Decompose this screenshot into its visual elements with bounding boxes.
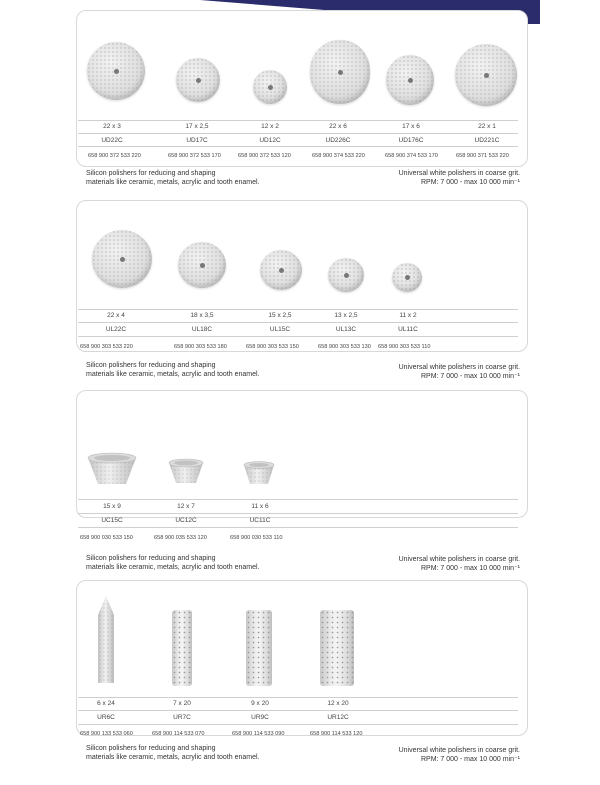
article-number: 658 900 303 533 110: [378, 344, 431, 350]
product-code: UC15C: [101, 517, 123, 524]
divider: [78, 724, 518, 725]
article-number: 658 900 374 533 220: [312, 153, 365, 159]
product-image-ud22c: [86, 42, 146, 100]
size-label: 11 x 2: [399, 312, 417, 319]
divider: [78, 120, 518, 121]
description-line: materials like ceramic, metals, acrylic and tooth enamel.: [86, 564, 260, 571]
article-number: 658 900 114 533 070: [152, 731, 205, 737]
size-label: 22 x 3: [103, 123, 121, 130]
description-line: Silicon polishers for reducing and shaping: [86, 170, 216, 177]
divider: [78, 133, 518, 134]
description-line: materials like ceramic, metals, acrylic and tooth enamel.: [86, 371, 260, 378]
description-line: Silicon polishers for reducing and shaping: [86, 555, 216, 562]
product-image-ud226c: [308, 40, 372, 104]
article-number: 658 900 303 533 220: [80, 344, 133, 350]
product-code: UC11C: [249, 517, 271, 524]
product-image-ur12c: [320, 610, 354, 686]
product-code: UD221C: [474, 137, 500, 144]
product-image-uc15c: [84, 450, 140, 486]
description-line: Universal white polishers in coarse grit.: [398, 364, 520, 371]
description-line: materials like ceramic, metals, acrylic and tooth enamel.: [86, 754, 260, 761]
article-number: 658 900 114 533 090: [232, 731, 285, 737]
product-code: UR6C: [97, 714, 115, 721]
description-left: [86, 361, 260, 379]
size-label: 13 x 2,5: [334, 312, 358, 319]
description-line: Universal white polishers in coarse grit.: [398, 747, 520, 754]
description-line: materials like ceramic, metals, acrylic and tooth enamel.: [86, 179, 260, 186]
product-image-ud17c: [172, 58, 224, 102]
divider: [78, 322, 518, 323]
description-right: [399, 746, 520, 764]
description-left: [86, 169, 260, 187]
divider: [78, 146, 518, 147]
description-left: [86, 554, 260, 572]
divider: [78, 309, 518, 310]
divider: [78, 527, 518, 528]
product-code: UL15C: [269, 326, 291, 333]
product-panel-ur: [76, 580, 528, 736]
product-code: UD176C: [398, 137, 424, 144]
description-left: [86, 744, 260, 762]
product-image-ul22c: [90, 230, 154, 288]
article-number: 658 900 372 533 220: [88, 153, 141, 159]
article-number: 658 900 303 533 150: [246, 344, 299, 350]
rpm-line: RPM: 7 000 - max 10 000 min⁻¹: [420, 565, 520, 572]
article-number: 658 900 374 533 170: [385, 153, 438, 159]
product-code: UD12C: [259, 137, 281, 144]
size-label: 15 x 9: [103, 503, 121, 510]
product-image-ud176c: [384, 55, 436, 105]
divider: [78, 710, 518, 711]
article-number: 658 900 371 533 220: [456, 153, 509, 159]
product-code: UD226C: [325, 137, 351, 144]
product-image-ur9c: [246, 610, 272, 686]
rpm-line: RPM: 7 000 - max 10 000 min⁻¹: [420, 373, 520, 380]
product-code: UR9C: [251, 714, 269, 721]
product-image-ul15c: [258, 250, 304, 290]
size-label: 12 x 7: [177, 503, 195, 510]
description-right: [399, 555, 520, 573]
size-label: 22 x 1: [478, 123, 496, 130]
product-image-uc11c: [242, 460, 276, 486]
rpm-line: RPM: 7 000 - max 10 000 min⁻¹: [420, 756, 520, 763]
product-code: UL11C: [398, 326, 418, 333]
article-number: 658 900 030 533 150: [80, 535, 133, 541]
rpm-line: RPM: 7 000 - max 10 000 min⁻¹: [420, 179, 520, 186]
size-label: 22 x 4: [107, 312, 125, 319]
article-number: 658 900 133 533 060: [80, 731, 133, 737]
divider: [78, 513, 518, 514]
product-code: UD22C: [101, 137, 123, 144]
divider: [78, 499, 518, 500]
product-code: UC12C: [175, 517, 197, 524]
article-number: 658 900 303 533 130: [318, 344, 371, 350]
article-number: 658 900 372 533 120: [238, 153, 291, 159]
product-image-ur6c: [95, 595, 117, 685]
size-label: 12 x 2: [261, 123, 279, 130]
size-label: 6 x 24: [97, 700, 115, 707]
divider: [78, 336, 518, 337]
size-label: 22 x 6: [329, 123, 347, 130]
size-label: 7 x 20: [173, 700, 191, 707]
size-label: 9 x 20: [251, 700, 269, 707]
product-image-ud221c: [454, 44, 518, 106]
article-number: 658 900 372 533 170: [168, 153, 221, 159]
product-code: UL13C: [335, 326, 357, 333]
size-label: 15 x 2,5: [268, 312, 292, 319]
description-line: Universal white polishers in coarse grit.: [398, 170, 520, 177]
product-image-ur7c: [172, 610, 192, 686]
article-number: 658 900 303 533 180: [174, 344, 227, 350]
article-number: 658 900 114 533 120: [310, 731, 363, 737]
product-image-uc12c: [166, 457, 206, 485]
product-code: UR12C: [327, 714, 349, 721]
product-image-ul11c: [390, 263, 424, 292]
article-number: 658 900 030 533 110: [230, 535, 283, 541]
description-right: [399, 363, 520, 381]
product-image-ud12c: [250, 70, 290, 104]
product-image-ul13c: [326, 258, 366, 292]
product-code: UL22C: [105, 326, 127, 333]
description-right: [399, 169, 520, 187]
size-label: 12 x 20: [327, 700, 349, 707]
size-label: 17 x 6: [402, 123, 420, 130]
size-label: 18 x 3,5: [190, 312, 214, 319]
product-image-ul18c: [176, 242, 228, 288]
article-number: 658 900 035 533 120: [154, 535, 207, 541]
description-line: Universal white polishers in coarse grit.: [398, 556, 520, 563]
product-code: UR7C: [173, 714, 191, 721]
size-label: 17 x 2,5: [185, 123, 209, 130]
size-label: 11 x 6: [251, 503, 269, 510]
divider: [78, 697, 518, 698]
product-code: UD17C: [186, 137, 208, 144]
description-line: Silicon polishers for reducing and shaping: [86, 362, 216, 369]
product-code: UL18C: [191, 326, 213, 333]
description-line: Silicon polishers for reducing and shaping: [86, 745, 216, 752]
